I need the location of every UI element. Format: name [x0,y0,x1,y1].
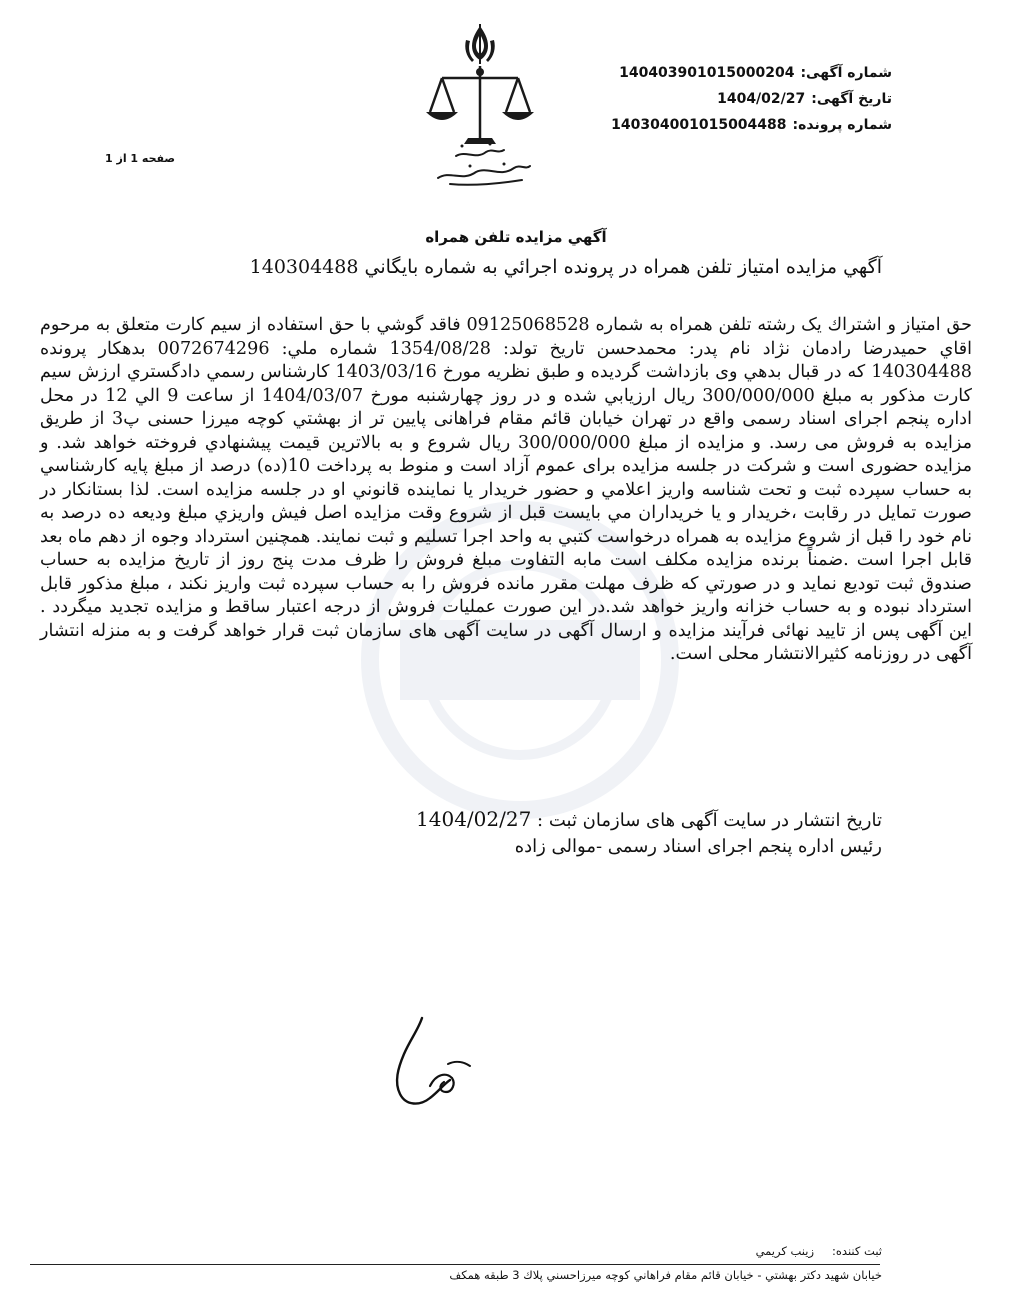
publish-block [416,806,882,860]
footer-address: خيابان شهيد دكتر بهشتي - خيابان قائم مقام فراهاني كوچه ميرزاحسني پلاك 3 طبقه همكف [449,1268,882,1282]
notice-date: 1404/02/27 [717,91,806,107]
file-number: 140304001015004488 [611,117,787,133]
registrar-name: زينب كريمي [755,1244,815,1258]
file-number-label: شماره پرونده: [792,117,892,133]
signer-line: رئيس اداره پنجم اجرای اسناد رسمی -موالی زاده [514,836,882,857]
notice-number: 140403901015000204 [619,65,795,81]
footer-divider [30,1264,880,1265]
file-number-row [611,112,892,138]
publish-date-line [416,806,882,834]
scales-of-justice-icon [400,20,560,190]
publish-date: 1404/02/27 [416,807,532,831]
footer-registrar [756,1244,882,1258]
handwritten-signature [360,1000,480,1120]
notice-date-row [611,86,892,112]
judiciary-emblem [400,20,560,190]
notice-date-label: تاریخ آگهی: [811,91,892,107]
notice-body: حق امتياز و اشتراك يک رشته تلفن همراه به شماره 09125068528 فاقد گوشي با حق استفاده از سيم کارت متعلق به مرحوم اقاي حميدرضا رادمان نژاد نام پدر: محمدحسن تاريخ تولد: 1354/08/28 شماره ملي: 0072674296 بدهکار پرونده 140304488 كه در قبال بدهي وی بازداشت گرديده و طبق نظريه مورخ 1403/03/16 کارشناس رسمي دادگستري ارزش سيم کارت مذكور به مبلغ 300/000/000 ريال ارزيابي شده و در روز چهارشنبه مورخ 1404/03/07 از ساعت 9 الي 12 در محل اداره پنجم اجرای اسناد رسمی واقع در تهران خيابان قائم مقام فراهانی پايين تر از بهشتي کوچه ميرزا حسنی پ3 از طريق مزايده به فروش می رسد. و مزايده از مبلغ 300/000/000 ريال شروع و به بالاترين قيمت پيشنهادي فروخته خواهد شد. و مزايده حضوری است و شركت در جلسه مزايده برای عموم آزاد است و منوط به پرداخت 10(ده) درصد از مبلغ پايه كارشناسي به حساب سپرده ثبت و تحت شناسه واريز اعلامي و حضور خريدار يا نماينده قانوني او در جلسه مزايده است. لذا بستانكار در صورت تمايل در رقابت ،خريدار و يا خريداران مي بايست قبل از شروع وقت مزايده اصل فيش واريزي مبلغ وديعه ده درصد به نام خود را قبل از شروع مزايده به همراه درخواست كتبي به واحد اجرا تسليم و ثبت نمايند. همچنين استرداد وجوه از دهم ماه بعد قابل اجرا است .ضمناً برنده مزايده مكلف است مابه التفاوت مبلغ فروش را ظرف مدت پنج روز از تاريخ مزايده به حساب صندوق ثبت توديع نمايد و در صورتي كه ظرف مهلت مقرر مانده فروش را به حساب سپرده ثبت واريز نكند ، مبلغ مذكور قابل استرداد نبوده و به حساب خزانه واريز خواهد شد.در اين صورت عمليات فروش از درجه اعتبار ساقط و مزايده تجديد ميگردد . اين آگهی پس از تاييد نهائی فرآيند مزايده و ارسال آگهی در سايت آگهی های سازمان ثبت قرار خواهد گرفت و به منزله انتشار آگهی در روزنامه كثيرالانتشار محلی است. [40,315,973,664]
page-count: صفحه 1 از 1 [105,152,176,165]
notice-meta [611,60,892,138]
notice-number-label: شماره آگهی: [800,65,892,81]
notice-number-row [611,60,892,86]
notice-title: آگهي مزايده تلفن همراه [425,228,607,246]
publish-date-label: تاريخ انتشار در سايت آگهی های سازمان ثبت : [537,810,882,831]
registrar-label: ثبت كننده: [832,1244,882,1258]
notice-subtitle: آگهي مزايده امتياز تلفن همراه در پرونده اجرائي به شماره بايگاني 140304488 [249,256,882,278]
